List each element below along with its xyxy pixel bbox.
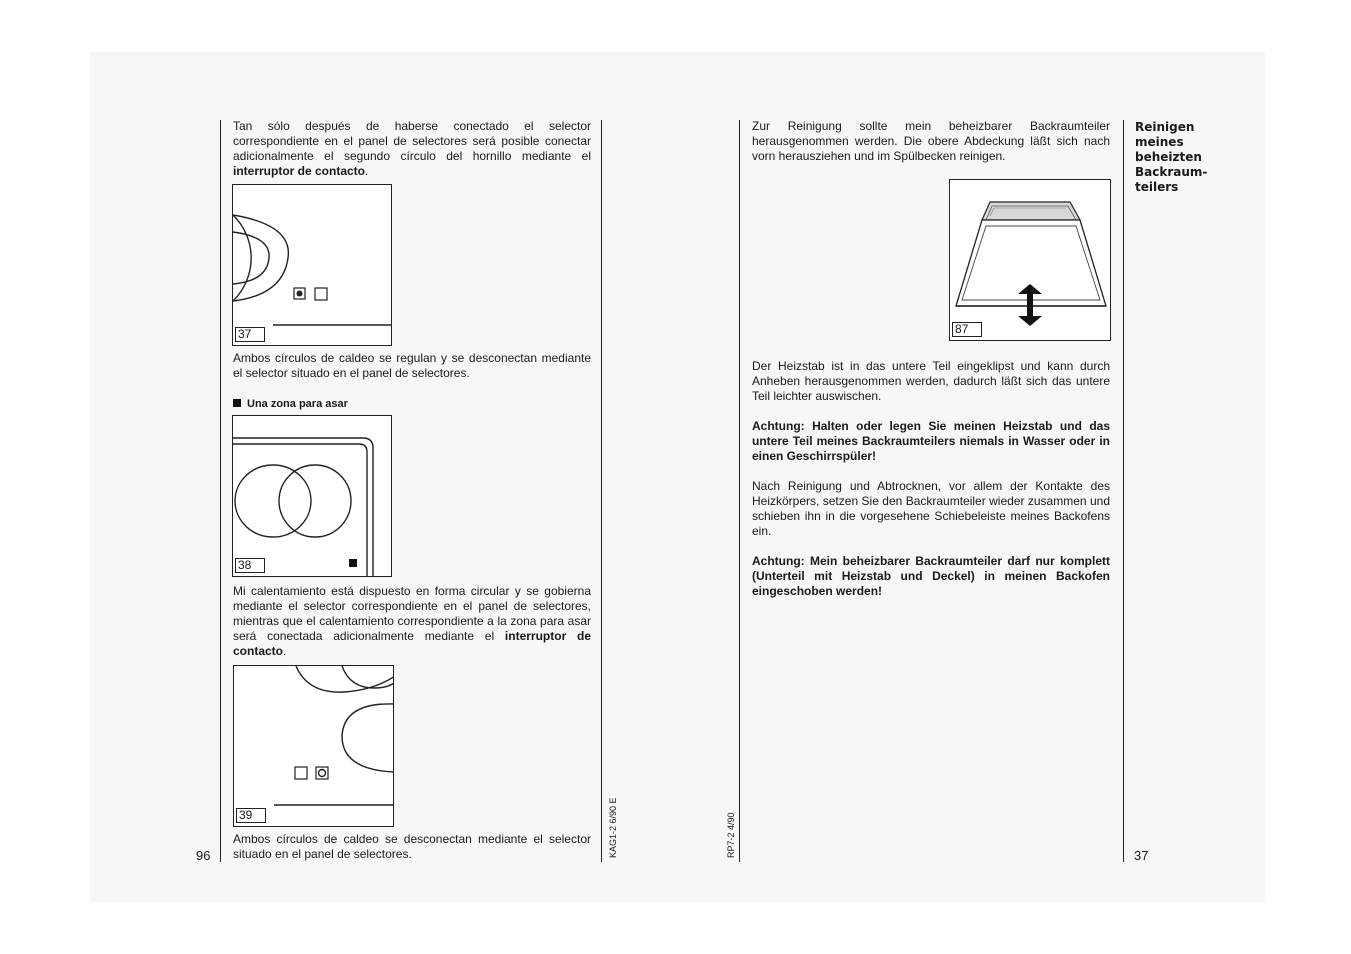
- right-paragraph-3: Nach Reinigung und Abtrocknen, vor allem der Kontakte des Heizkörpers, setzen Sie den Backraumteiler wieder zusammen und schieben ihn in die vorgesehene Schiebeleiste meines Backofens ein.: [752, 479, 1110, 538]
- right-page-number: 37: [1134, 848, 1149, 863]
- figure-39-label: 39: [236, 808, 266, 823]
- figure-38-label: 38: [235, 558, 265, 573]
- left-right-rule: [601, 120, 602, 862]
- left-page-number: 96: [196, 848, 211, 863]
- figure-39: [233, 665, 394, 827]
- figure-87: [949, 179, 1111, 341]
- figure-37: [232, 184, 392, 346]
- left-margin-rule: [220, 120, 221, 862]
- bullet-square: [233, 399, 241, 407]
- left-paragraph-4: Ambos círculos de caldeo se desconectan mediante el selector situado en el panel de selectores.: [233, 832, 591, 861]
- right-paragraph-2: Der Heizstab ist in das untere Teil eingeklipst und kann durch Anheben herausgenommen werden, dadurch läßt sich das untere Teil leichter auswischen.: [752, 359, 1110, 403]
- left-side-code: KAG1-2 6/90 E: [608, 797, 618, 858]
- warning-2: Achtung: Mein beheizbarer Backraumteiler darf nur komplett (Unterteil mit Heizstab und Deckel) in meinen Backofen eingeschoben werden!: [752, 554, 1110, 598]
- right-side-code: RP7-2 4/90: [726, 812, 736, 858]
- side-heading: [1135, 120, 1225, 195]
- left-paragraph-1: Tan sólo después de haberse conectado el selector correspondiente en el panel de selectores será posible conectar adicionalmente el segundo círculo del hornillo mediante el interruptor de contacto.: [233, 119, 591, 178]
- side-heading-line: beheizten: [1135, 150, 1202, 164]
- right-margin-rule: [739, 120, 740, 862]
- left-paragraph-3: Mi calentamiento está dispuesto en forma circular y se gobierna mediante el selector correspondiente en el panel de selectores, mientras que el calentamiento correspondiente a la zona para asar será conectada adicionalmente mediante el interruptor de contacto.: [233, 584, 591, 658]
- cooktop-circles-illustration: [234, 666, 394, 827]
- side-heading-line: Backraum-: [1135, 165, 1208, 179]
- figure-87-label: 87: [952, 322, 982, 337]
- side-heading-line: Reinigen: [1135, 120, 1195, 134]
- figure-38: [232, 415, 392, 577]
- cooktop-dual-circle-illustration: [233, 185, 392, 346]
- warning-1: Achtung: Halten oder legen Sie meinen Heizstab und das untere Teil meines Backraumteilers niemals in Wasser oder in einen Geschirrspüler!: [752, 419, 1110, 463]
- roast-zone-illustration: [233, 416, 392, 577]
- section-heading-roast-zone: Una zona para asar: [233, 397, 591, 412]
- right-right-rule: [1123, 120, 1124, 862]
- oven-divider-illustration: [950, 180, 1111, 341]
- side-heading-line: meines: [1135, 135, 1184, 149]
- figure-37-label: 37: [235, 327, 265, 342]
- left-paragraph-2: Ambos círculos de caldeo se regulan y se desconectan mediante el selector situado en el panel de selectores.: [233, 351, 591, 380]
- side-heading-line: teilers: [1135, 180, 1179, 194]
- right-paragraph-1: Zur Reinigung sollte mein beheizbarer Backraumteiler herausgenommen werden. Die obere Abdeckung läßt sich nach vorn herausziehen und im Spülbecken reinigen.: [752, 119, 1110, 163]
